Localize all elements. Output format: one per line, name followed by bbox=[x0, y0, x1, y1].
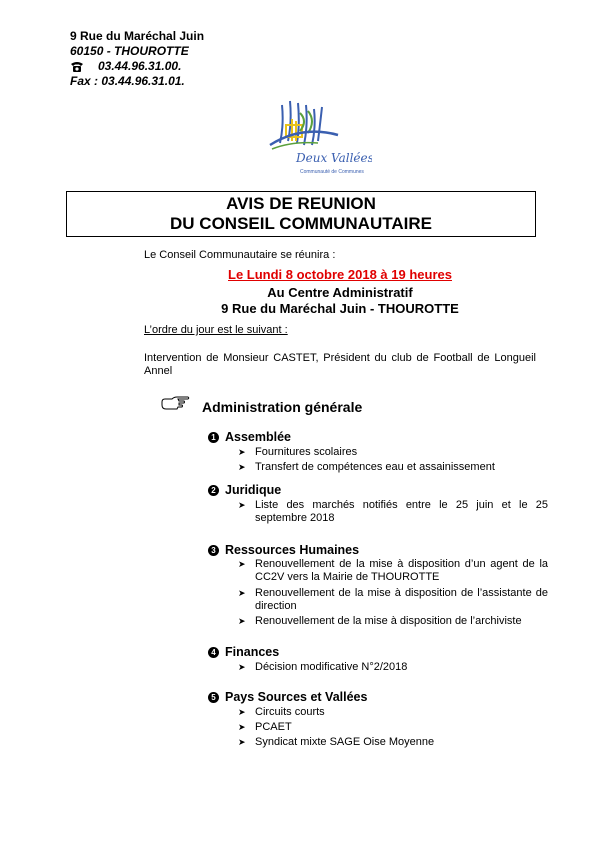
item-text: Renouvellement de la mise à disposition de l’assistante de direction bbox=[255, 587, 548, 612]
section-title: Finances bbox=[225, 645, 280, 659]
section-finances bbox=[208, 645, 279, 659]
section-number: 5 bbox=[208, 692, 219, 703]
item-text: Transfert de compétences eau et assainissement bbox=[255, 461, 495, 473]
phone-number: 03.44.96.31.00. bbox=[98, 59, 182, 73]
section-title: Pays Sources et Vallées bbox=[225, 690, 368, 704]
item-text: Circuits courts bbox=[255, 706, 325, 718]
intro-text: Le Conseil Communautaire se réunira : bbox=[144, 249, 336, 261]
telephone-icon bbox=[70, 61, 84, 73]
logo-name: Deux Vallées bbox=[296, 151, 372, 165]
list-item bbox=[238, 461, 548, 474]
arrowhead-bullet-icon: ➤ bbox=[238, 662, 246, 672]
list-item bbox=[238, 721, 548, 734]
deux-vallees-logo bbox=[262, 95, 372, 180]
logo-subtitle: Communauté de Communes bbox=[300, 169, 364, 175]
list-item bbox=[238, 446, 548, 459]
admin-title: Administration générale bbox=[202, 399, 363, 415]
title-line1: AVIS DE REUNION bbox=[226, 194, 376, 213]
arrowhead-bullet-icon: ➤ bbox=[238, 616, 246, 626]
section-assemblee bbox=[208, 430, 291, 444]
list-item bbox=[238, 661, 548, 674]
address-line2: 60150 - THOUROTTE bbox=[70, 44, 189, 58]
item-text: Décision modificative N°2/2018 bbox=[255, 661, 408, 673]
arrowhead-bullet-icon: ➤ bbox=[238, 707, 246, 717]
arrowhead-bullet-icon: ➤ bbox=[238, 447, 246, 457]
list-item bbox=[238, 615, 548, 628]
section-title: Ressources Humaines bbox=[225, 543, 360, 557]
list-item bbox=[238, 736, 548, 749]
arrowhead-bullet-icon: ➤ bbox=[238, 559, 246, 569]
section-title: Assemblée bbox=[225, 430, 292, 444]
pointing-hand-icon bbox=[160, 396, 190, 410]
item-text: Syndicat mixte SAGE Oise Moyenne bbox=[255, 736, 435, 748]
section-title: Juridique bbox=[225, 483, 282, 497]
section-number: 4 bbox=[208, 647, 219, 658]
section-number: 2 bbox=[208, 485, 219, 496]
arrowhead-bullet-icon: ➤ bbox=[238, 588, 246, 598]
notice-title-box bbox=[66, 191, 536, 237]
item-text: Fournitures scolaires bbox=[255, 446, 358, 458]
phone-line bbox=[70, 59, 204, 74]
intervention-text: Intervention de Monsieur CASTET, Président du club de Football de Longueil Annel bbox=[144, 352, 536, 377]
address-line1: 9 Rue du Maréchal Juin bbox=[70, 29, 205, 43]
item-text: Renouvellement de la mise à disposition de l’archiviste bbox=[255, 615, 522, 627]
item-text: Liste des marchés notifiés entre le 25 juin et le 25 septembre 2018 bbox=[255, 499, 548, 524]
section-number: 1 bbox=[208, 432, 219, 443]
section-pays-sources bbox=[208, 690, 367, 704]
arrowhead-bullet-icon: ➤ bbox=[238, 722, 246, 732]
logo-graphic bbox=[262, 95, 372, 180]
arrowhead-bullet-icon: ➤ bbox=[238, 500, 246, 510]
sender-address bbox=[70, 29, 204, 89]
list-item bbox=[238, 587, 548, 613]
meeting-date: Le Lundi 8 octobre 2018 à 19 heures bbox=[228, 267, 452, 282]
section-number: 3 bbox=[208, 545, 219, 556]
arrowhead-bullet-icon: ➤ bbox=[238, 737, 246, 747]
section-juridique bbox=[208, 483, 281, 497]
list-item bbox=[238, 558, 548, 584]
list-item bbox=[238, 499, 548, 525]
meeting-place: Au Centre Administratif bbox=[267, 285, 413, 300]
list-item bbox=[238, 706, 548, 719]
arrowhead-bullet-icon: ➤ bbox=[238, 462, 246, 472]
section-ressources-humaines bbox=[208, 543, 359, 557]
item-text: Renouvellement de la mise à disposition d’un agent de la CC2V vers la Mairie de THOUROTTE bbox=[255, 558, 548, 583]
item-text: PCAET bbox=[255, 721, 292, 733]
admin-heading bbox=[160, 396, 362, 415]
fax-line: Fax : 03.44.96.31.01. bbox=[70, 74, 185, 88]
title-line2: DU CONSEIL COMMUNAUTAIRE bbox=[170, 214, 432, 233]
agenda-intro: L’ordre du jour est le suivant : bbox=[144, 324, 288, 336]
meeting-address: 9 Rue du Maréchal Juin - THOUROTTE bbox=[221, 301, 459, 316]
